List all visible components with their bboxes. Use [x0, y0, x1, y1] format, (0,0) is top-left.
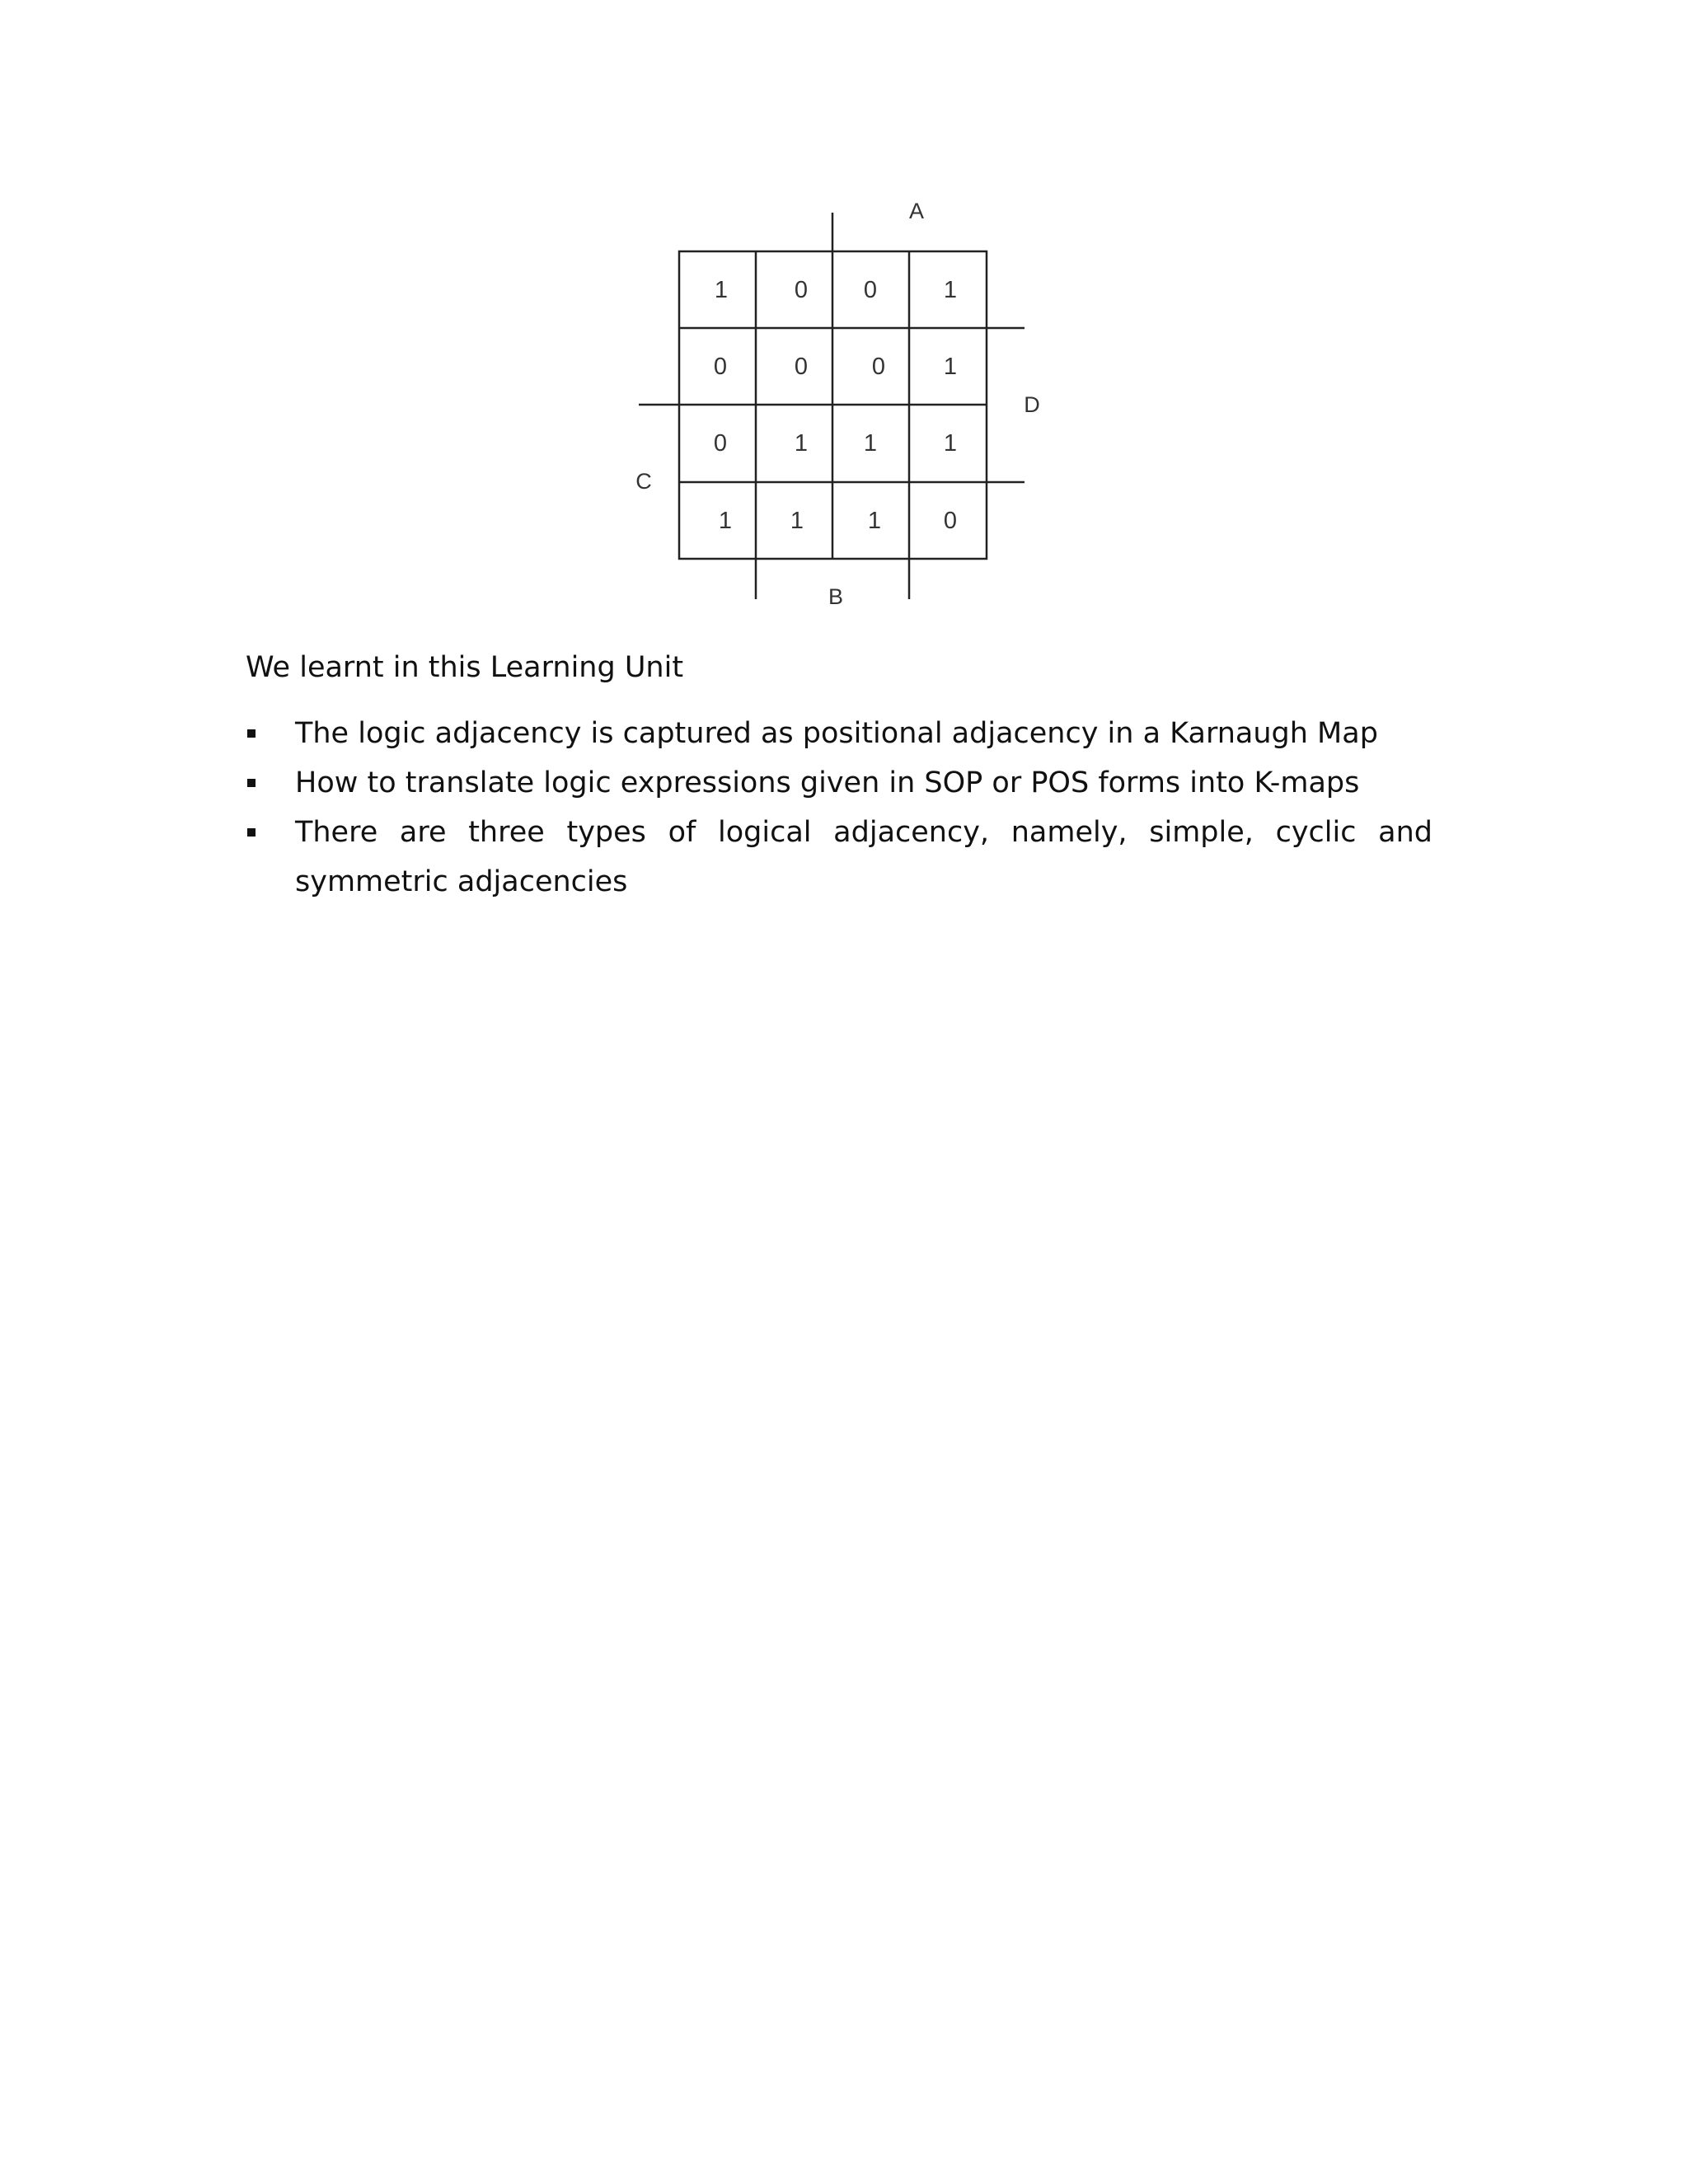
kmap-cell: 0: [713, 430, 728, 457]
karnaugh-map-figure: [0, 0, 1688, 626]
karnaugh-map: [0, 0, 1688, 626]
variable-label-c: C: [635, 469, 652, 494]
list-item: [246, 808, 1432, 907]
variable-label-a: A: [908, 199, 925, 223]
list-item-text: How to translate logic expressions given in SOP or POS forms into K-maps: [295, 766, 1360, 799]
summary-intro: We learnt in this Learning Unit: [246, 651, 684, 684]
kmap-cell: 1: [943, 430, 958, 457]
kmap-cell: 0: [871, 354, 886, 380]
bullet-square-icon: [247, 828, 256, 837]
kmap-cell: 1: [714, 277, 729, 303]
list-item: [246, 709, 1432, 758]
kmap-cell: 1: [943, 354, 958, 380]
list-item-text: There are three types of logical adjacency, namely, simple, cyclic and symmetric adjacencies: [295, 816, 1432, 898]
bullet-square-icon: [247, 779, 256, 787]
list-item: [246, 758, 1432, 808]
kmap-cell: 1: [718, 508, 733, 534]
kmap-cell: 1: [863, 430, 878, 457]
kmap-grid: [639, 213, 1025, 599]
kmap-cell: 0: [863, 277, 878, 303]
kmap-cell: 1: [794, 430, 809, 457]
kmap-cell: 0: [794, 277, 809, 303]
variable-label-d: D: [1024, 392, 1040, 417]
list-item-text: The logic adjacency is captured as positional adjacency in a Karnaugh Map: [295, 717, 1378, 750]
bullet-square-icon: [247, 729, 256, 738]
learning-summary: [246, 643, 1432, 907]
kmap-cell: 0: [713, 354, 728, 380]
summary-list: [246, 709, 1432, 907]
kmap-cell: 1: [943, 277, 958, 303]
kmap-cell: 1: [790, 508, 804, 534]
kmap-cell: 0: [943, 508, 958, 534]
variable-label-b: B: [828, 584, 844, 609]
kmap-cell: 0: [794, 354, 809, 380]
kmap-cell: 1: [867, 508, 882, 534]
